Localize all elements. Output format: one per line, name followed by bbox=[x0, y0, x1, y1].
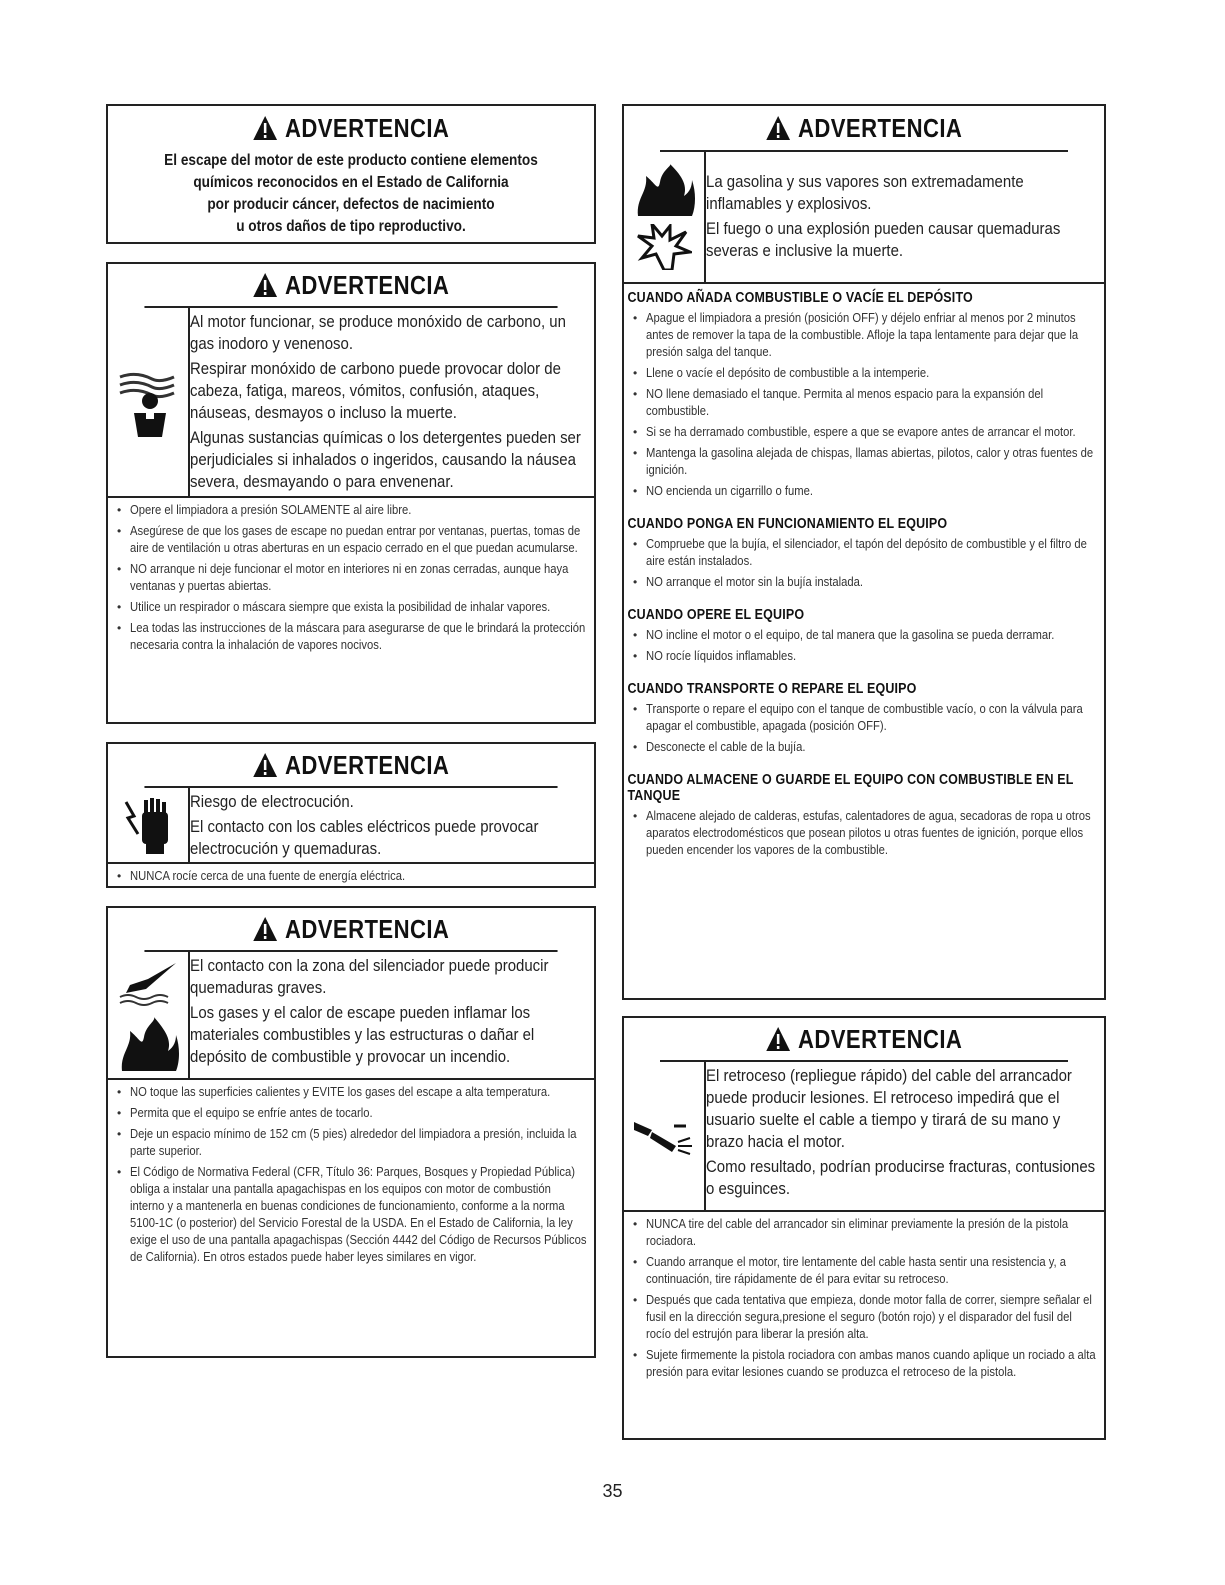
right-column bbox=[622, 104, 1106, 1440]
warning-header: ADVERTENCIA bbox=[144, 908, 557, 952]
warning-triangle-icon bbox=[253, 115, 279, 141]
fuel-warning bbox=[622, 104, 1106, 1000]
bullet-list bbox=[624, 308, 1104, 510]
bullet-list bbox=[108, 498, 594, 664]
list-item: • NO incline el motor o el equipo, de tal manera que la gasolina se pueda derramar. bbox=[630, 627, 1098, 644]
co-warning bbox=[106, 262, 596, 724]
bullet-list bbox=[624, 806, 1104, 869]
section-heading: CUANDO PONGA EN FUNCIONAMIENTO EL EQUIPO bbox=[627, 516, 948, 532]
list-item: • Después que cada tentativa que empieza, donde motor falla de correr, siempre señalar el fusil en la dirección segura,presione el seguro (botón rojo) y el disparador del fusil del rocío del estrujón para liberar la presión alta. bbox=[630, 1292, 1098, 1343]
message-row bbox=[108, 308, 594, 498]
list-item: • Asegúrese de que los gases de escape no puedan entrar por ventanas, puertas, tomas de aire de ventilación u otras aberturas en un espacio cerrado en el que puedan acumularse. bbox=[114, 523, 588, 557]
message-text: Al motor funcionar, se produce monóxido de carbono, un gas inodoro y venenoso. Respirar monóxido de carbono puede provocar dolor de cabeza, fatiga, mareos, vómitos, confusión, ataques, náuseas, desmayos o incluso la muerte. Algunas sustancias químicas o los detergentes pueden ser perjudiciales si inhalados o ingeridos, causando la náusea severa, desmayando o para envenenar. bbox=[190, 312, 581, 491]
warning-triangle-icon bbox=[766, 115, 792, 141]
list-item: • Si se ha derramado combustible, espere a que se evapore antes de arrancar el motor. bbox=[630, 424, 1098, 441]
fuel-section bbox=[624, 766, 1104, 869]
section-heading: CUANDO OPERE EL EQUIPO bbox=[627, 607, 805, 623]
list-item: • Utilice un respirador o máscara siempre que exista la posibilidad de inhalar vapores. bbox=[114, 599, 588, 616]
electrical-warning bbox=[106, 742, 596, 888]
flammable-icon bbox=[624, 152, 706, 282]
message-text: El contacto con la zona del silenciador puede producir quemaduras graves. Los gases y el calor de escape pueden inflamar los materiales combustibles y las estructuras o dañar el depósito de combustible y provocar un incendio. bbox=[190, 956, 549, 1066]
prop65-warning bbox=[106, 104, 596, 244]
fire-icon bbox=[116, 1017, 180, 1071]
fuel-section bbox=[624, 510, 1104, 601]
list-item: • NO arranque el motor sin la bujía instalada. bbox=[630, 574, 1098, 591]
list-item: • Desconecte el cable de la bujía. bbox=[630, 739, 1098, 756]
list-item: • Compruebe que la bujía, el silenciador, el tapón del depósito de combustible y el filtro de aire están instalados. bbox=[630, 536, 1098, 570]
bullet-list bbox=[108, 1080, 594, 1276]
electrocution-hand-icon bbox=[108, 788, 190, 862]
list-item: • NUNCA tire del cable del arrancador sin eliminar previamente la presión de la pistola rociadora. bbox=[630, 1216, 1098, 1250]
hot-surface-warning bbox=[106, 906, 596, 1358]
list-item: • Lea todas las instrucciones de la máscara para asegurarse de que le brindará la protección necesaria contra la inhalación de vapores nocivos. bbox=[114, 620, 588, 654]
list-item: • Apague el limpiadora a presión (posición OFF) y déjelo enfriar al menos por 2 minutos antes de remover la tapa de la combustible. Afloje la tapa lentamente para dejar que la presión salga del tanque. bbox=[630, 310, 1098, 361]
section-heading: CUANDO ALMACENE O GUARDE EL EQUIPO CON COMBUSTIBLE EN EL TANQUE bbox=[627, 772, 1074, 804]
list-item: • NO toque las superficies calientes y EVITE los gases del escape a alta temperatura. bbox=[114, 1084, 588, 1101]
message-text: El retroceso (repliegue rápido) del cable del arrancador puede producir lesiones. El retroceso impedirá que el usuario suelte el cable a tiempo y tirará de su mano y brazo hacia el motor. Como resultado, podrían producirse fracturas, contusiones o esguinces. bbox=[706, 1066, 1096, 1198]
warning-header: ADVERTENCIA bbox=[144, 744, 557, 788]
fire-icon bbox=[632, 164, 696, 216]
list-item: • Almacene alejado de calderas, estufas, calentadores de agua, secadoras de ropa u otros aparatos electrodomésticos que posean pilotos u otras fuentes de ignición, porque ellos pueden encender los vapores de la combustible. bbox=[630, 808, 1098, 859]
warning-triangle-icon bbox=[766, 1026, 792, 1052]
bullet-list bbox=[624, 1212, 1104, 1391]
list-item: • NUNCA rocíe cerca de una fuente de energía eléctrica. bbox=[114, 868, 588, 885]
section-heading: CUANDO AÑADA COMBUSTIBLE O VACÍE EL DEPÓSITO bbox=[627, 290, 973, 306]
list-item: • Transporte o repare el equipo con el tanque de combustible vacío, o con la válvula para apagar el combustible, apagada (posición OFF). bbox=[630, 701, 1098, 735]
list-item: • NO llene demasiado el tanque. Permita al menos espacio para la expansión del combustible. bbox=[630, 386, 1098, 420]
list-item: • Llene o vacíe el depósito de combustible a la intemperie. bbox=[630, 365, 1098, 382]
fuel-section bbox=[624, 601, 1104, 675]
message-text: La gasolina y sus vapores son extremadamente inflamables y explosivos. El fuego o una explosión pueden causar quemaduras severas e inclusive la muerte. bbox=[706, 172, 1061, 260]
bullet-list bbox=[624, 534, 1104, 601]
list-item: • Deje un espacio mínimo de 152 cm (5 pies) alrededor del limpiadora a presión, incluida la parte superior. bbox=[114, 1126, 588, 1160]
warning-triangle-icon bbox=[253, 752, 279, 778]
warning-triangle-icon bbox=[253, 916, 279, 942]
list-item: • El Código de Normativa Federal (CFR, Título 36: Parques, Bosques y Propiedad Pública) obliga a instalar una pantalla apagachispas en los equipos con motor de combustión interno y a mantenerla en buenas condiciones de funcionamiento, conforme a la norma 5100-1C (o posterior) del Servicio Forestal de la USDA. En el Estado de California, la ley exige el uso de una pantalla apagachispas (Sección 4442 del Código de Recursos Públicos de California). En otros estados puede haber leyes similares en vigor. bbox=[114, 1164, 588, 1266]
list-item: • NO encienda un cigarrillo o fume. bbox=[630, 483, 1098, 500]
page-number: 35 bbox=[602, 1481, 623, 1501]
list-item: • NO rocíe líquidos inflamables. bbox=[630, 648, 1098, 665]
bullet-list bbox=[108, 864, 594, 895]
message-row bbox=[624, 152, 1104, 284]
left-column bbox=[106, 104, 596, 1358]
message-row bbox=[108, 788, 594, 864]
list-item: • NO arranque ni deje funcionar el motor en interiores ni en zonas cerradas, aunque haya ventanas y puertas abiertas. bbox=[114, 561, 588, 595]
explosion-icon bbox=[636, 224, 692, 270]
warning-header: ADVERTENCIA bbox=[660, 106, 1068, 152]
list-item: • Sujete firmemente la pistola rociadora con ambas manos cuando aplique un rociado a alta presión para evitar lesiones cuando se produzca el retroceso de la pistola. bbox=[630, 1347, 1098, 1381]
prop65-text: El escape del motor de este producto contiene elementos químicos reconocidos en el Estado de California por producir cáncer, defectos de nacimiento u otros daños de tipo reproductivo. bbox=[164, 152, 538, 235]
message-row bbox=[108, 952, 594, 1080]
warning-header: ADVERTENCIA bbox=[144, 264, 557, 308]
warning-header: ADVERTENCIA bbox=[660, 1018, 1068, 1062]
list-item: • Opere el limpiadora a presión SOLAMENTE al aire libre. bbox=[114, 502, 588, 519]
recoil-warning bbox=[622, 1016, 1106, 1440]
hot-surface-icon bbox=[108, 952, 190, 1078]
bullet-list bbox=[624, 699, 1104, 766]
message-row bbox=[624, 1062, 1104, 1212]
warning-header: ADVERTENCIA bbox=[144, 106, 557, 150]
message-text: Riesgo de electrocución. El contacto con los cables eléctricos puede provocar electrocución y quemaduras. bbox=[190, 792, 539, 858]
list-item: • Mantenga la gasolina alejada de chispas, llamas abiertas, pilotos, calor y otras fuentes de ignición. bbox=[630, 445, 1098, 479]
warning-triangle-icon bbox=[253, 272, 279, 298]
bullet-list bbox=[624, 625, 1104, 675]
toxic-fumes-icon bbox=[108, 308, 190, 496]
list-item: • Permita que el equipo se enfríe antes de tocarlo. bbox=[114, 1105, 588, 1122]
fuel-section bbox=[624, 284, 1104, 510]
section-heading: CUANDO TRANSPORTE O REPARE EL EQUIPO bbox=[627, 681, 917, 697]
recoil-hand-icon bbox=[624, 1062, 706, 1210]
fuel-section bbox=[624, 675, 1104, 766]
list-item: • Cuando arranque el motor, tire lentamente del cable hasta sentir una resistencia y, a continuación, tire rápidamente de él para evitar su retroceso. bbox=[630, 1254, 1098, 1288]
